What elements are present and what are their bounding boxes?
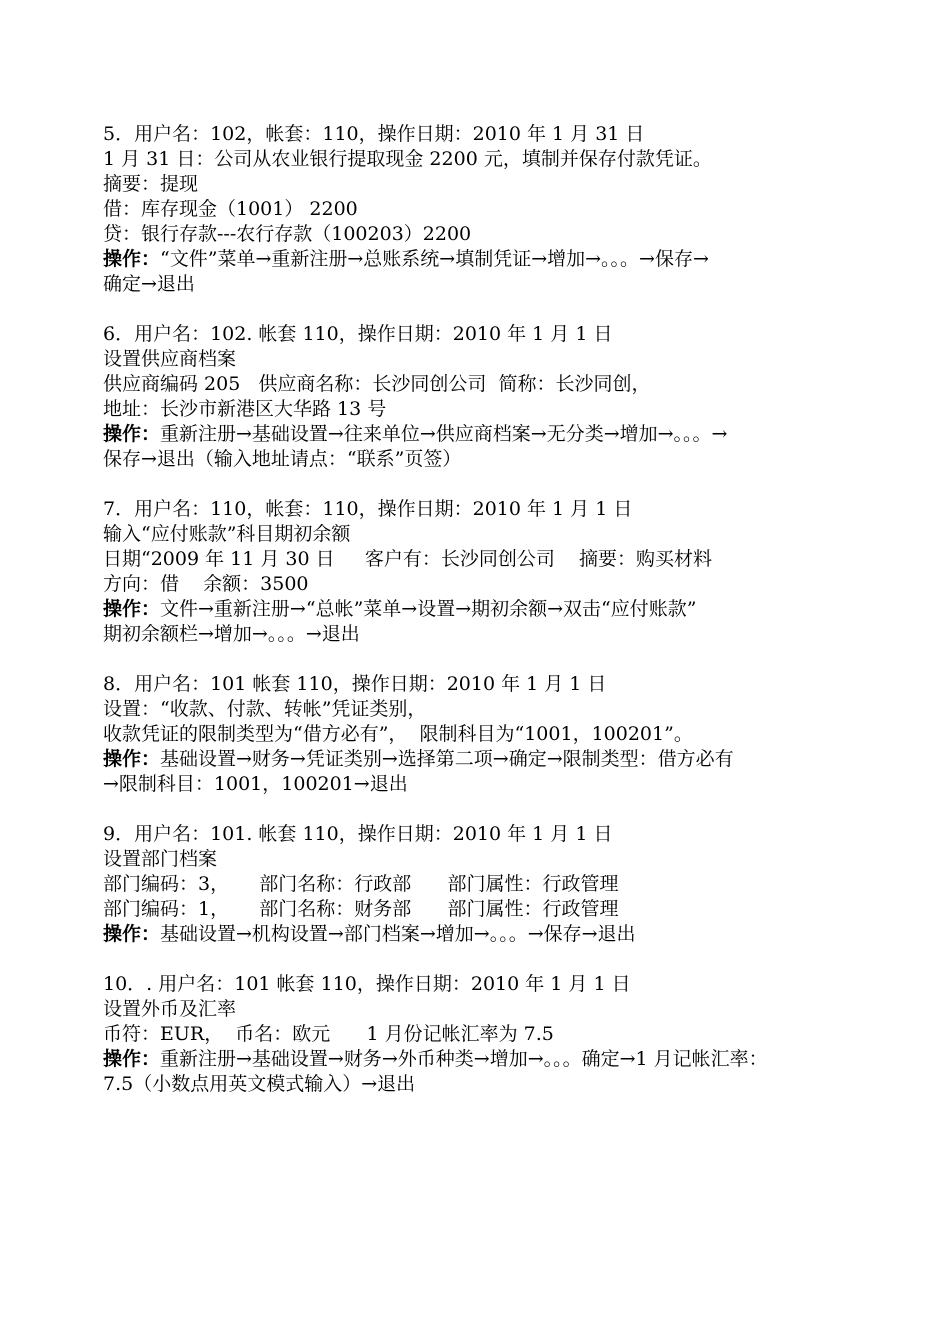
exercise-section: [103, 497, 903, 647]
exercise-line: 摘要：提现: [103, 173, 199, 195]
exercise-line: 设置外币及汇率: [103, 998, 237, 1020]
operation-label: 操作：: [103, 748, 161, 770]
operation-steps: 重新注册→基础设置→往来单位→供应商档案→无分类→增加→。。。→: [160, 423, 728, 445]
exercise-heading: 7．用户名：110，帐套：110，操作日期：2010 年 1 月 1 日: [103, 498, 633, 520]
operation-continued: 保存→退出（输入地址请点：“联系”页签）: [103, 448, 462, 470]
operation-line: [103, 597, 903, 622]
exercise-line: 借：库存现金（1001） 2200: [103, 198, 358, 220]
exercise-heading: 9．用户名：101. 帐套 110，操作日期：2010 年 1 月 1 日: [103, 823, 613, 845]
exercise-line: 收款凭证的限制类型为“借方必有”， 限制科目为“1001，100201”。: [103, 723, 693, 745]
exercise-line: 设置：“收款、付款、转帐”凭证类别，: [103, 698, 427, 720]
operation-line: [103, 247, 903, 272]
exercise-line: 地址：长沙市新港区大华路 13 号: [103, 398, 387, 420]
exercise-line: 设置供应商档案: [103, 348, 237, 370]
exercise-section: [103, 822, 903, 947]
operation-line: [103, 422, 903, 447]
operation-line: [103, 747, 903, 772]
operation-steps: “文件”菜单→重新注册→总账系统→填制凭证→增加→。。。→保存→: [160, 248, 709, 270]
operation-continued: 7.5（小数点用英文模式输入）→退出: [103, 1073, 416, 1095]
exercise-line: 输入“应付账款”科目期初余额: [103, 523, 351, 545]
exercise-line: 方向：借 余额：3500: [103, 573, 309, 595]
exercise-line: 币符：EUR， 币名：欧元 1 月份记帐汇率为 7.5: [103, 1023, 554, 1045]
document-page: [103, 122, 903, 1122]
exercise-heading: 10．. 用户名：101 帐套 110，操作日期：2010 年 1 月 1 日: [103, 973, 631, 995]
exercise-line: 设置部门档案: [103, 848, 218, 870]
operation-line: [103, 922, 903, 947]
operation-label: 操作：: [103, 248, 161, 270]
operation-label: 操作：: [103, 923, 161, 945]
operation-steps: 文件→重新注册→“总帐”菜单→设置→期初余额→双击“应付账款”: [160, 598, 697, 620]
exercise-line: 贷：银行存款---农行存款（100203）2200: [103, 223, 472, 245]
operation-steps: 基础设置→机构设置→部门档案→增加→。。。→保存→退出: [160, 923, 636, 945]
operation-label: 操作：: [103, 423, 161, 445]
exercise-heading: 8．用户名：101 帐套 110，操作日期：2010 年 1 月 1 日: [103, 673, 607, 695]
operation-line: [103, 1047, 903, 1072]
exercise-section: [103, 122, 903, 297]
exercise-section: [103, 322, 903, 472]
exercise-heading: 5．用户名：102，帐套：110，操作日期：2010 年 1 月 31 日: [103, 123, 645, 145]
exercise-line: 供应商编码 205 供应商名称：长沙同创公司 简称：长沙同创，: [103, 373, 651, 395]
operation-steps: 重新注册→基础设置→财务→外币种类→增加→。。。确定→1 月记帐汇率：: [160, 1048, 768, 1070]
operation-steps: 基础设置→财务→凭证类别→选择第二项→确定→限制类型：借方必有: [160, 748, 734, 770]
operation-continued: 确定→退出: [103, 273, 195, 295]
exercise-heading: 6．用户名：102. 帐套 110，操作日期：2010 年 1 月 1 日: [103, 323, 613, 345]
exercise-section: [103, 972, 903, 1097]
operation-label: 操作：: [103, 598, 161, 620]
operation-continued: →限制科目：1001，100201→退出: [103, 773, 408, 795]
operation-continued: 期初余额栏→增加→。。。→退出: [103, 623, 360, 645]
exercise-line: 部门编码：3， 部门名称：行政部 部门属性：行政管理: [103, 873, 619, 895]
exercise-line: 部门编码：1， 部门名称：财务部 部门属性：行政管理: [103, 898, 619, 920]
exercise-line: 日期“2009 年 11 月 30 日 客户有：长沙同创公司 摘要：购买材料: [103, 548, 712, 570]
exercise-section: [103, 672, 903, 797]
exercise-line: 1 月 31 日：公司从农业银行提取现金 2200 元，填制并保存付款凭证。: [103, 148, 712, 170]
operation-label: 操作：: [103, 1048, 161, 1070]
